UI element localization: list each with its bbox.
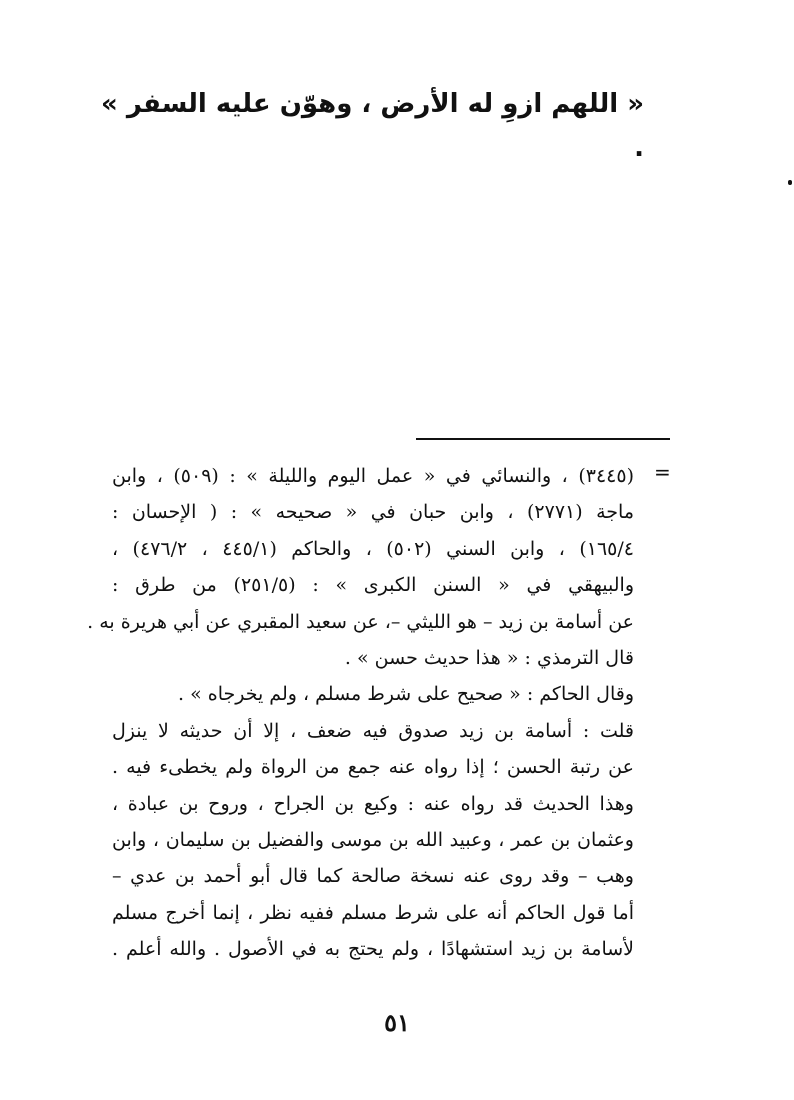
- footnote: [87, 458, 634, 967]
- footnote-separator: [416, 438, 670, 440]
- footnote-line: ماجة (٢٧٧١) ، وابن حبان في « صحيحه » : ( الإحسان :: [112, 501, 634, 524]
- footnote-line: وهذا الحديث قد رواه عنه : وكيع بن الجراح ، وروح بن عبادة ،: [112, 792, 634, 815]
- main-text: « اللهم ازوِ له الأرض ، وهوّن عليه السفر » .: [100, 89, 644, 163]
- footnote-line: عن رتبة الحسن ؛ إذا رواه عنه جمع من الرواة ولم يخطىء فيه .: [112, 756, 634, 779]
- footnote-line: قال الترمذي : « هذا حديث حسن » .: [344, 646, 634, 669]
- footnote-line: قلت : أسامة بن زيد صدوق فيه ضعف ، إلا أن حديثه لا ينزل: [112, 719, 634, 742]
- footnote-line: والبيهقي في « السنن الكبرى » : (٢٥١/٥) من طرق :: [112, 574, 634, 597]
- footnote-line: (٣٤٤٥) ، والنسائي في « عمل اليوم والليلة » : (٥٠٩) ، وابن: [112, 465, 634, 487]
- footnote-line: وقال الحاكم : « صحيح على شرط مسلم ، ولم يخرجاه » .: [178, 683, 634, 706]
- page-number: ٥١: [384, 1008, 410, 1037]
- footnote-line: أما قول الحاكم أنه على شرط مسلم ففيه نظر ، إنما أخرج مسلم: [112, 901, 634, 924]
- footnote-line: ١٦٥/٤) ، وابن السني (٥٠٢) ، والحاكم (٤٤٥/١ ، ٤٧٦/٢) ،: [112, 537, 634, 560]
- footnote-line: وهب – وقد روى عنه نسخة صالحة كما قال أبو أحمد بن عدي –: [112, 865, 634, 888]
- footnote-line: عن أسامة بن زيد – هو الليثي –، عن سعيد المقبري عن أبي هريرة به .: [87, 610, 634, 633]
- footnote-line: وعثمان بن عمر ، وعبيد الله بن موسى والفضيل بن سليمان ، وابن: [112, 828, 634, 851]
- footnote-continuation-mark: =: [654, 460, 671, 484]
- footnote-line: لأسامة بن زيد استشهادًا ، ولم يحتج به في الأصول . والله أعلم .: [112, 938, 634, 961]
- scan-speck: [788, 180, 792, 185]
